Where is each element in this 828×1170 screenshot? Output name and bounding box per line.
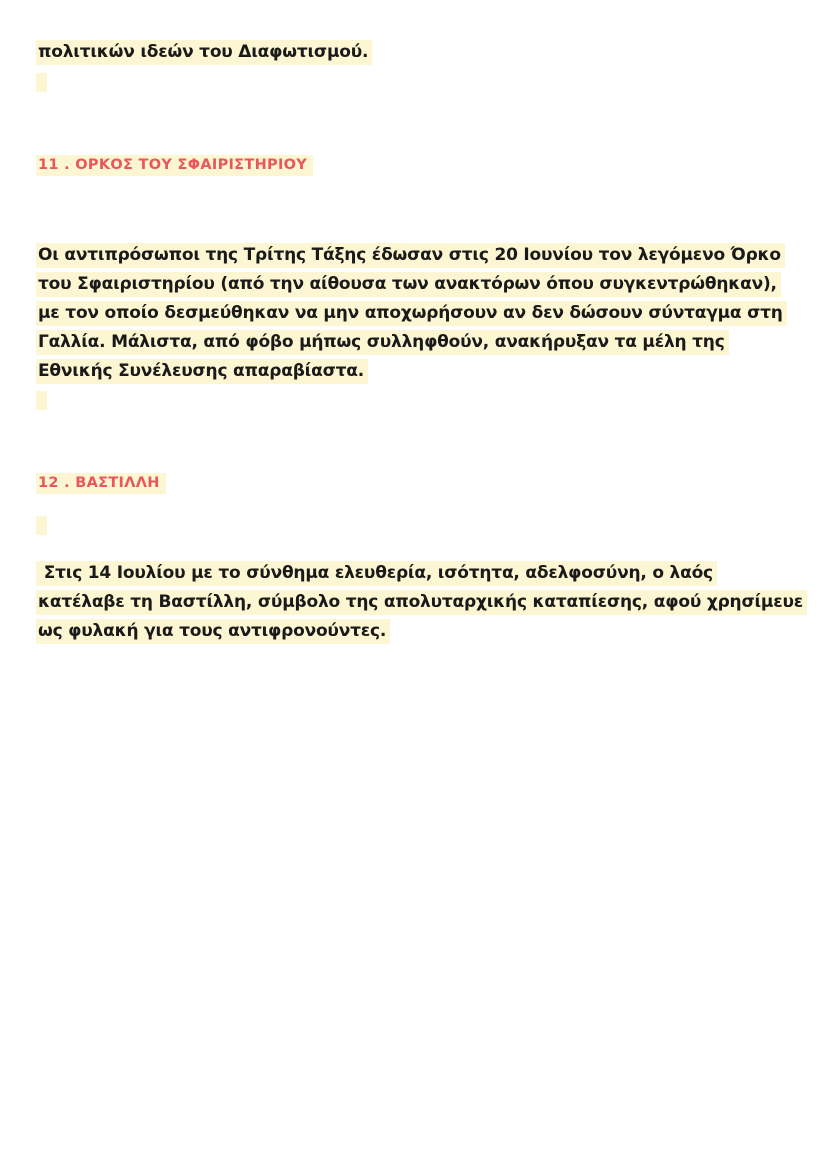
paragraph-line: [36, 563, 717, 583]
heading-text: 11 . ΟΡΚΟΣ ΤΟΥ ΣΦΑΙΡΙΣΤΗΡΙΟΥ: [36, 155, 313, 176]
paragraph-line: [36, 274, 781, 294]
highlighted-text: Οι αντιπρόσωποι της Τρίτης Τάξης έδωσαν στις 20 Ιουνίου τον λεγόμενο Όρκο: [36, 243, 785, 268]
highlighted-text: Εθνικής Συνέλευσης απαραβίαστα.: [36, 359, 368, 384]
paragraph-line: [36, 361, 368, 381]
section-heading-bastille: [36, 475, 166, 491]
highlighted-text: ως φυλακή για τους αντιφρονούντες.: [36, 619, 390, 644]
empty-highlight-marker: [36, 73, 47, 92]
paragraph-line: [36, 592, 807, 612]
highlighted-text: πολιτικών ιδεών του Διαφωτισμού.: [36, 40, 372, 65]
empty-highlight-marker: [36, 516, 47, 535]
empty-highlight-marker: [36, 391, 47, 410]
heading-text: 12 . ΒΑΣΤΙΛΛΗ: [36, 473, 166, 494]
intro-line: [36, 42, 372, 62]
paragraph-line: [36, 303, 787, 323]
paragraph-line: [36, 332, 729, 352]
paragraph-line: [36, 621, 390, 641]
highlighted-text: με τον οποίο δεσμεύθηκαν να μην αποχωρήσουν αν δεν δώσουν σύνταγμα στη: [36, 301, 787, 326]
highlighted-text: Στις 14 Ιουλίου με το σύνθημα ελευθερία, ισότητα, αδελφοσύνη, ο λαός: [36, 561, 717, 586]
highlighted-text: του Σφαιριστηρίου (από την αίθουσα των ανακτόρων όπου συγκεντρώθηκαν),: [36, 272, 781, 297]
section-heading-oath: [36, 157, 313, 173]
highlighted-text: Γαλλία. Μάλιστα, από φόβο μήπως συλληφθούν, ανακήρυξαν τα μέλη της: [36, 330, 729, 355]
paragraph-line: [36, 245, 785, 265]
highlighted-text: κατέλαβε τη Βαστίλλη, σύμβολο της απολυταρχικής καταπίεσης, αφού χρησίμευε: [36, 590, 807, 615]
